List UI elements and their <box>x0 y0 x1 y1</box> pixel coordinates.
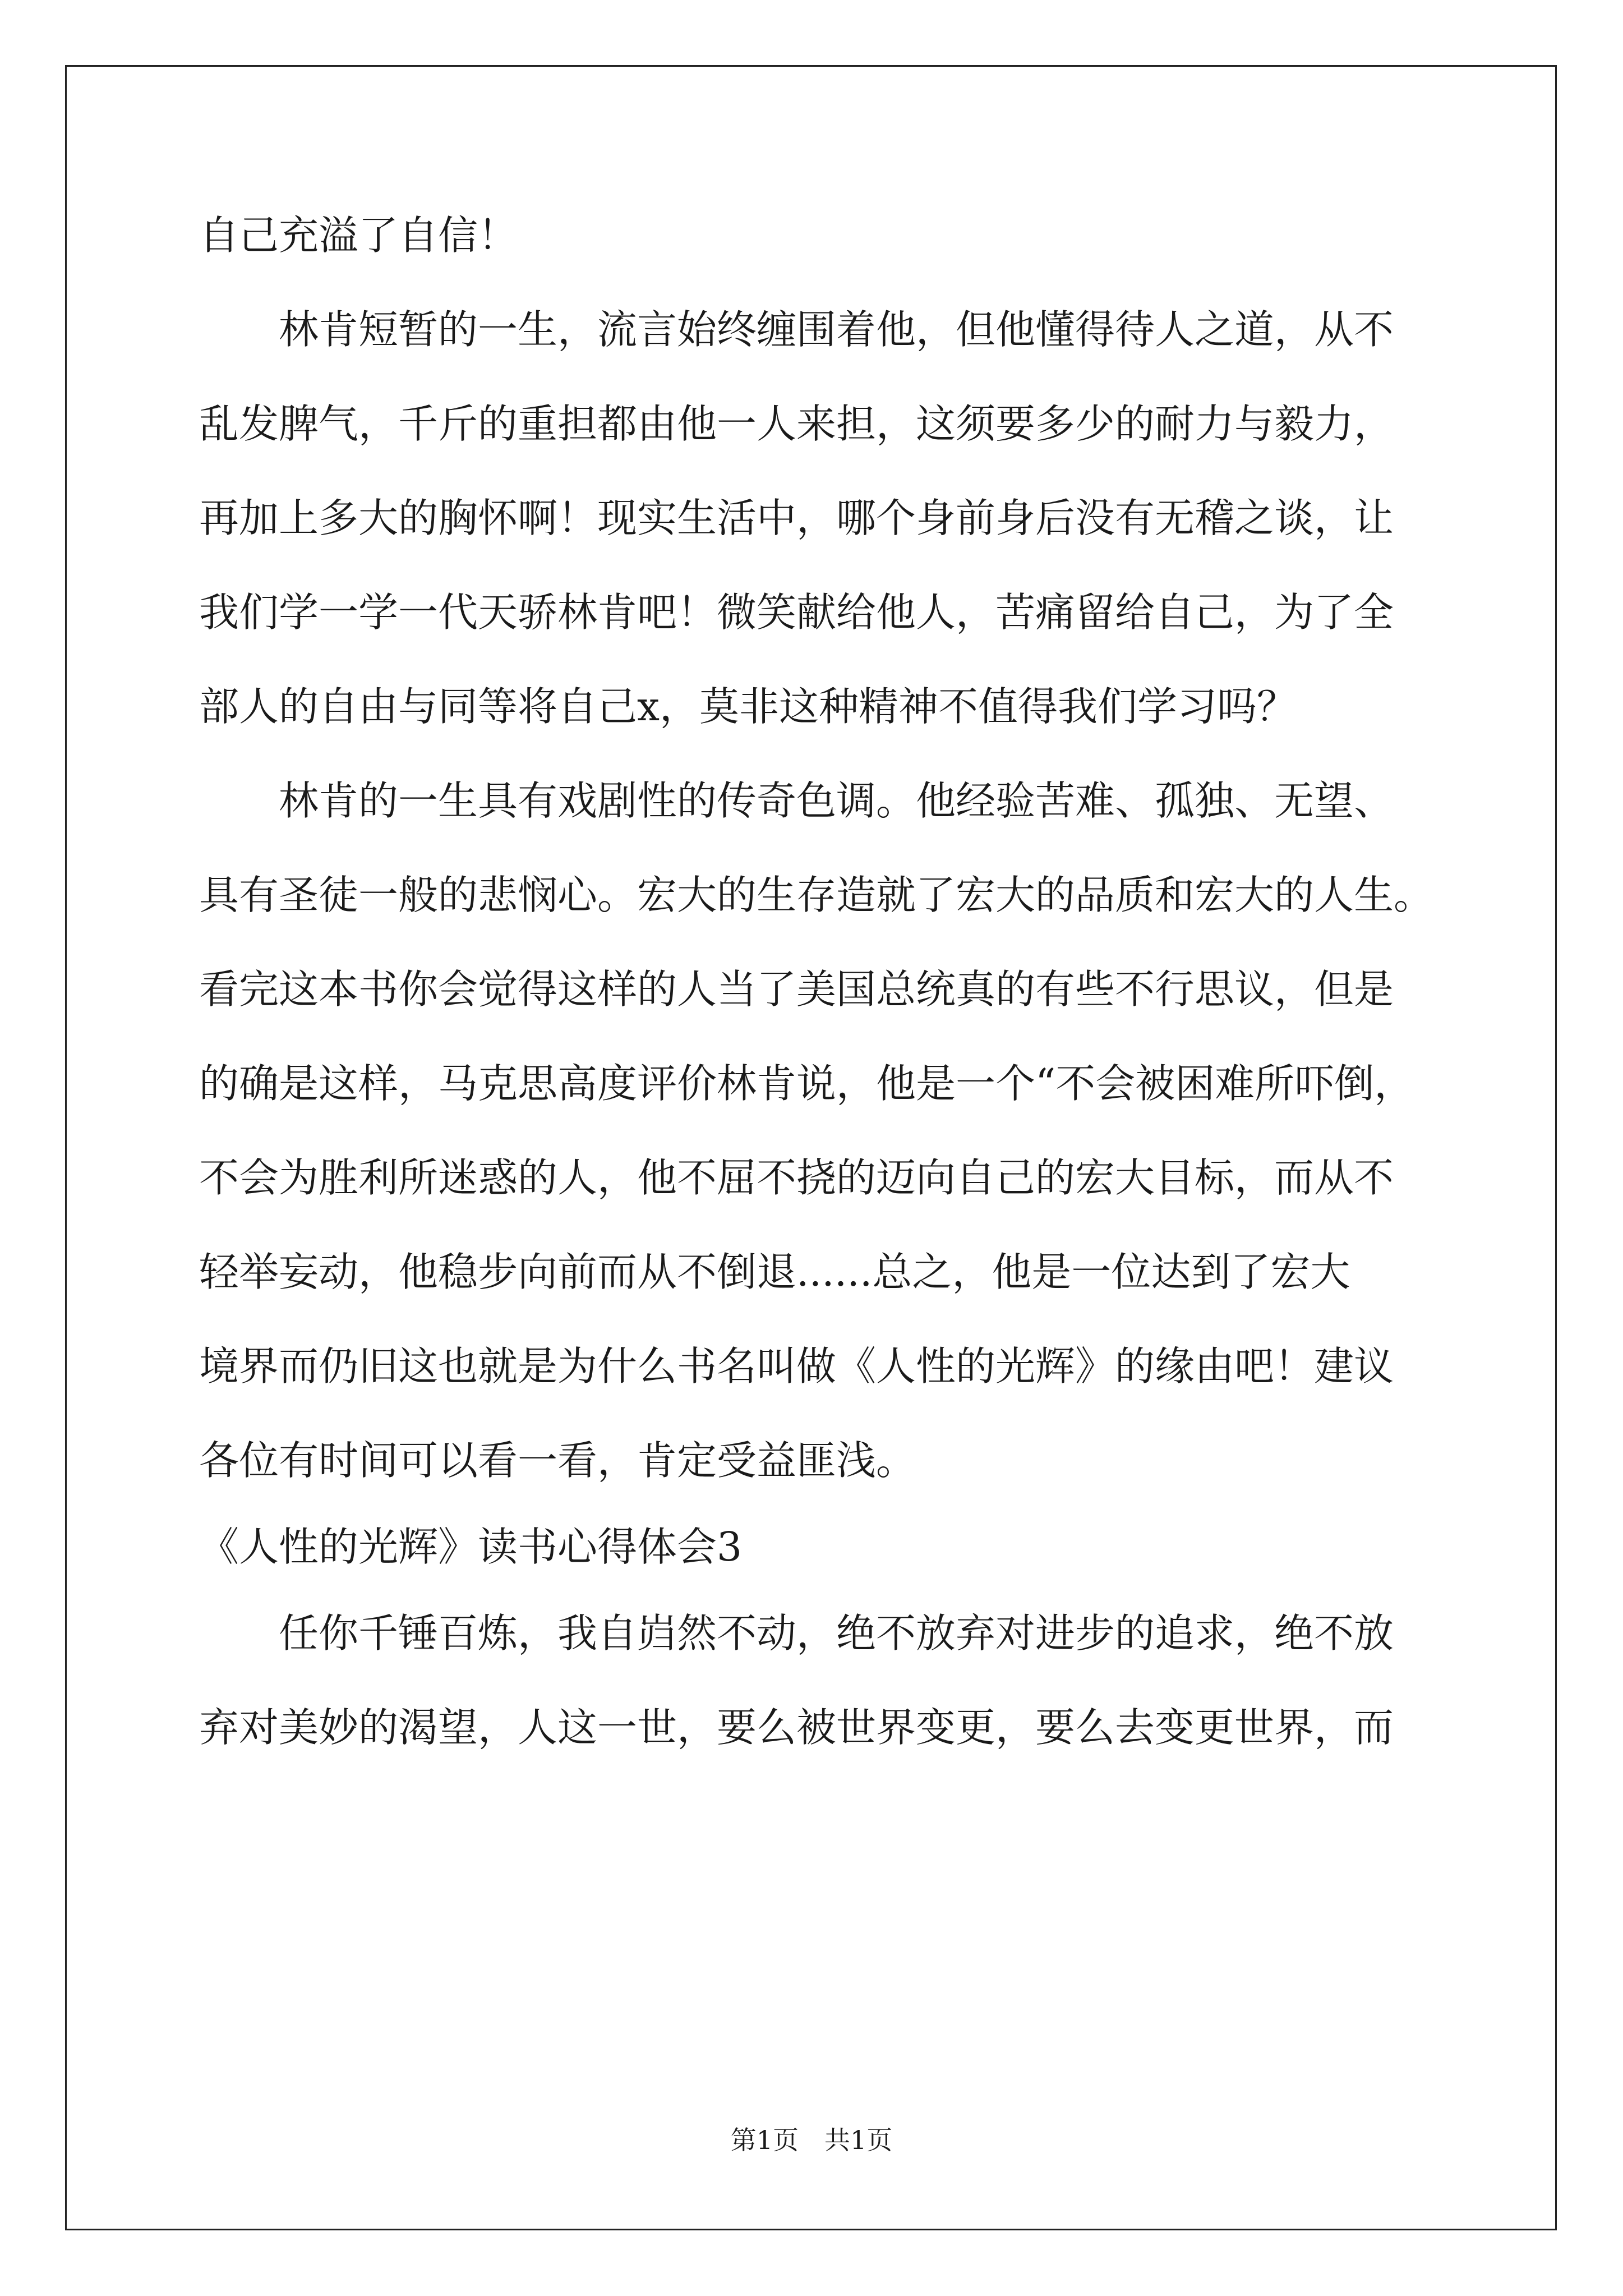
page-border <box>65 65 1557 2230</box>
text-line: 不会为胜利所迷惑的人，他不屈不挠的迈向自己的宏大目标，而从不 <box>199 1154 1394 1201</box>
text-line: 我们学一学一代天骄林肯吧！微笑献给他人，苦痛留给自己，为了全 <box>199 589 1394 636</box>
page-footer: 第1页 共1页 <box>730 2125 893 2155</box>
text-line: 境界而仍旧这也就是为什么书名叫做《人性的光辉》的缘由吧！建议 <box>199 1343 1394 1389</box>
text-line: 各位有时间可以看一看，肯定受益匪浅。 <box>199 1437 916 1484</box>
text-line: 具有圣徒一般的悲悯心。宏大的生存造就了宏大的品质和宏大的人生。 <box>199 872 1434 918</box>
text-line: 林肯的一生具有戏剧性的传奇色调。他经验苦难、孤独、无望、 <box>199 777 1394 824</box>
text-line: 再加上多大的胸怀啊！现实生活中，哪个身前身后没有无稽之谈，让 <box>199 495 1394 541</box>
text-line: 任你千锤百炼，我自岿然不动，绝不放弃对进步的追求，绝不放 <box>199 1610 1394 1657</box>
text-line: 看完这本书你会觉得这样的人当了美国总统真的有些不行思议，但是 <box>199 966 1394 1013</box>
text-line: 轻举妄动，他稳步向前而从不倒退......总之，他是一位达到了宏大 <box>199 1249 1350 1295</box>
text-line: 林肯短暂的一生，流言始终缠围着他，但他懂得待人之道，从不 <box>199 306 1394 353</box>
text-line: 弃对美妙的渴望，人这一世，要么被世界变更，要么去变更世界，而 <box>199 1704 1394 1751</box>
text-line: 部人的自由与同等将自己x，莫非这种精神不值得我们学习吗？ <box>199 683 1297 730</box>
text-line: 自己充溢了自信！ <box>199 212 518 259</box>
section-heading: 《人性的光辉》读书心得体会3 <box>199 1524 743 1570</box>
text-line: 乱发脾气，千斤的重担都由他一人来担，这须要多少的耐力与毅力， <box>199 401 1394 447</box>
text-line: 的确是这样，马克思高度评价林肯说，他是一个“不会被困难所吓倒， <box>199 1060 1414 1107</box>
